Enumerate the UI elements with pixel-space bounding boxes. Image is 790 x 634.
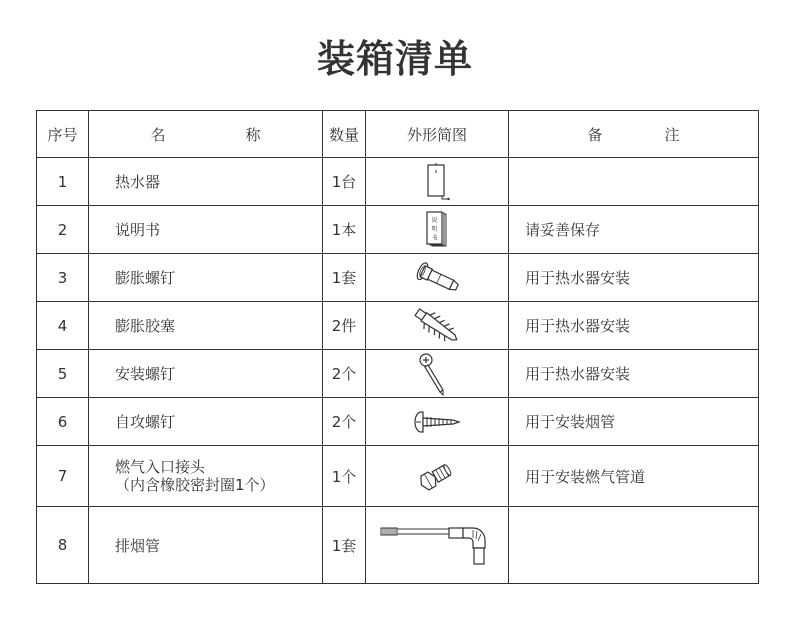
header-note-a: 备 — [587, 125, 603, 144]
row-no: 6 — [37, 398, 89, 446]
row-note: 请妥善保存 — [509, 206, 759, 254]
manual-char-1: 说 — [431, 216, 438, 224]
row-name: 自攻螺钉 — [89, 398, 323, 446]
row-no: 8 — [37, 507, 89, 584]
row-no: 2 — [37, 206, 89, 254]
row-note: 用于热水器安装 — [509, 302, 759, 350]
row-qty: 1套 — [323, 254, 366, 302]
table-row — [37, 206, 759, 254]
row-name: 安装螺钉 — [89, 350, 323, 398]
water-heater-icon — [366, 158, 509, 206]
table-row — [37, 350, 759, 398]
row-name: 膨胀螺钉 — [89, 254, 323, 302]
row-note: 用于热水器安装 — [509, 254, 759, 302]
header-name — [89, 111, 323, 158]
table-row — [37, 398, 759, 446]
manual-char-3: 书 — [431, 234, 438, 242]
row-name: 说明书 — [89, 206, 323, 254]
row-qty: 2个 — [323, 398, 366, 446]
row-no: 3 — [37, 254, 89, 302]
header-note — [509, 111, 759, 158]
row-no: 5 — [37, 350, 89, 398]
table-row — [37, 507, 759, 584]
row-note: 用于热水器安装 — [509, 350, 759, 398]
row-qty: 2件 — [323, 302, 366, 350]
table-row — [37, 254, 759, 302]
row-name-line-2: （内含橡胶密封圈1个） — [115, 476, 275, 494]
row-note: 用于安装燃气管道 — [509, 446, 759, 507]
header-qty: 数量 — [323, 111, 366, 158]
table-header-row — [37, 111, 759, 158]
row-qty: 1套 — [323, 507, 366, 584]
header-name-b: 称 — [245, 125, 261, 144]
header-no: 序号 — [37, 111, 89, 158]
row-name — [89, 446, 323, 507]
row-note — [509, 158, 759, 206]
page-title: 装箱清单 — [316, 37, 473, 81]
row-name: 排烟管 — [89, 507, 323, 584]
gas-inlet-joint-icon — [366, 446, 509, 507]
packing-list-table — [36, 110, 759, 584]
mounting-screw-icon — [366, 350, 509, 398]
row-no: 4 — [37, 302, 89, 350]
row-qty: 1个 — [323, 446, 366, 507]
exhaust-pipe-icon — [366, 507, 509, 584]
row-note: 用于安装烟管 — [509, 398, 759, 446]
expansion-bolt-icon — [366, 254, 509, 302]
manual-char-2: 明 — [431, 225, 438, 233]
header-name-a: 名 — [150, 125, 166, 144]
row-note — [509, 507, 759, 584]
row-qty: 1台 — [323, 158, 366, 206]
header-pic: 外形简图 — [366, 111, 509, 158]
table-row — [37, 158, 759, 206]
table-row — [37, 302, 759, 350]
self-tapping-screw-icon — [366, 398, 509, 446]
wall-plug-icon — [366, 302, 509, 350]
header-note-b: 注 — [664, 125, 680, 144]
table-row — [37, 446, 759, 507]
row-name: 热水器 — [89, 158, 323, 206]
row-no: 1 — [37, 158, 89, 206]
row-qty: 1本 — [323, 206, 366, 254]
row-no: 7 — [37, 446, 89, 507]
row-qty: 2个 — [323, 350, 366, 398]
manual-book-icon — [366, 206, 509, 254]
row-name: 膨胀胶塞 — [89, 302, 323, 350]
row-name-line-1: 燃气入口接头 — [115, 458, 206, 476]
